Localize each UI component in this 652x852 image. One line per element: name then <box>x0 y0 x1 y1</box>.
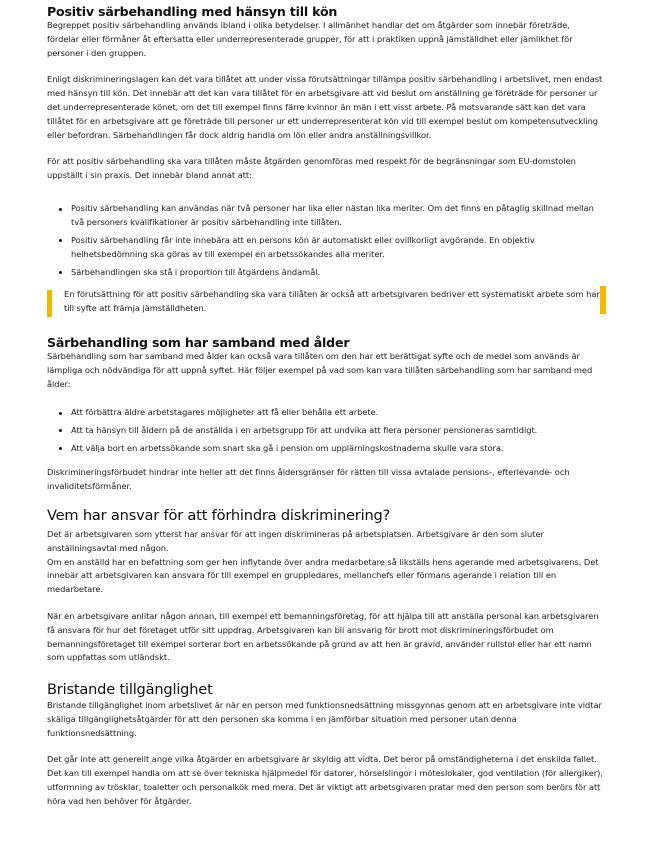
paragraph: Bristande tillgänglighet inom arbetslivet är när en person med funktionsnedsättning missgynnas genom att en arbetsgivare inte vidtar skäliga tillgänglighetsåtgärder för att den personen ska komma i en jämförbar situation med personer utan denna funktionsnedsättning. <box>47 700 602 738</box>
section-heading: Vem har ansvar för att förhindra diskriminering? <box>47 507 391 524</box>
paragraph: Särbehandling som har samband med ålder kan också vara tillåten om den har ett berättigat syfte och de medel som används är lämpliga och nödvändiga för att uppnå syftet. Här följer exempel på vad som kan vara tillåten särbehandling som har samband med ålder: <box>47 351 593 389</box>
paragraph: Begreppet positiv särbehandling används ibland i olika betydelser. I allmänhet handlar det om åtgärder som innebär företräde, fördelar eller förmåner åt eftersatta eller underrepresenterade grupper, för att i praktiken uppnå jämställdhet eller jämlikhet för personer i den gruppen. <box>47 20 573 58</box>
callout-box <box>47 288 622 316</box>
paragraph: För att positiv särbehandling ska vara tillåten måste åtgärden genomföras med respekt för de begränsningar som EU-domstolen uppställt i sin praxis. Det innebär bland annat att: <box>47 156 576 181</box>
paragraph: Diskrimineringsförbudet hindrar inte heller att det finns åldersgränser för rätten till vissa avtalade pensions-, efterlevande- och invaliditetsförmåner. <box>47 467 570 491</box>
list-item: Positiv särbehandling kan användas när två personer har lika eller nästan lika meriter. Om det finns en påtaglig skillnad mellan två personers kvalifikationer är positiv särbehandling inte tillåten. <box>47 202 595 230</box>
bullet-list <box>47 406 595 460</box>
paragraph: Det är arbetsgivaren som ytterst har ansvar för att ingen diskrimineras på arbetsplatsen. Arbetsgivare är den som sluter anställningsavtal med någon. <box>47 529 544 553</box>
callout-accent-bar <box>600 286 606 314</box>
paragraph: När en arbetsgivare anlitar någon annan, till exempel ett bemanningsföretag, för att hjälpa till att anställa personal kan arbetsgivaren få ansvara för hur det företaget utför sitt uppdrag. Arbetsgivaren kan bli ansvarig för brott mot diskrimineringsförbudet om bemanningsföretaget till exempel sorterar bort en arbetssökande på grund av att hen är gravid, använder rullstol eller har ett namn som uppfattas som utländskt. <box>47 610 599 663</box>
callout-text: En förutsättning för att positiv särbehandling ska vara tillåten är också att arbetsgivaren bedriver ett systematiskt arbete som har till syfte att främja jämställdheten. <box>64 289 600 313</box>
bullet-list <box>47 202 595 284</box>
section-heading: Särbehandling som har samband med ålder <box>47 335 350 350</box>
section-heading: Bristande tillgänglighet <box>47 681 213 698</box>
section-heading: Positiv särbehandling med hänsyn till kön <box>47 4 338 19</box>
paragraph: Det går inte att generellt ange vilka åtgärder en arbetsgivare är skyldig att vidta. Det beror på omständigheterna i det enskilda fallet. Det kan till exempel handla om att se över tekniska hjälpmedel för datorer, hörselslingor i möteslokaler, god ventilation (för allergiker), utformning av trösklar, toaletter och personalkök med mera. Det är viktigt att arbetsgivaren pratar med den person som berörs för att höra vad hen behöver för åtgärder. <box>47 754 603 806</box>
list-item: Att förbättra äldre arbetstagares möjligheter att få eller behålla ett arbete. <box>47 406 595 420</box>
list-item: Särbehandlingen ska stå i proportion till åtgärdens ändamål. <box>47 266 595 280</box>
paragraph: Om en anställd har en befattning som ger hen inflytande över andra medarbetare så likställs hens agerande med arbetsgivarens. Det innebär att arbetsgivaren kan ansvara för till exempel en gruppledares, mellanchefs eller förmans agerande i relation till en medarbetare. <box>47 556 599 595</box>
callout-accent-bar <box>47 290 52 317</box>
list-item: Att välja bort en arbetssökande som snart ska gå i pension om upplärningskostnaderna skulle vara stora. <box>47 442 595 456</box>
paragraph: Enligt diskrimineringslagen kan det vara tillåtet att under vissa förutsättningar tillämpa positiv särbehandling i arbetslivet, men endast med hänsyn till kön. Det innebär att det kan vara tillåtet för en arbetsgivare att vid beslut om anställning ge företräde för personer ur det underrepresenterade könet, om det till exempel finns färre kvinnor än män i ett visst arbete. På motsvarande sätt kan det vara tillåtet för en arbetsgivare att ge företräde till personer ur ett underrepresenterat kön vid till exempel beslut om kompetensutveckling eller befordran. Särbehandlingen får dock aldrig handla om lön eller andra anställningsvillkor. <box>47 74 603 140</box>
list-item: Att ta hänsyn till åldern på de anställda i en arbetsgrupp för att undvika att flera personer pensioneras samtidigt. <box>47 424 595 438</box>
list-item: Positiv särbehandling får inte innebära att en persons kön är automatiskt eller ovillkorligt avgörande. En objektiv helhetsbedömning ska göras av till exempel en arbetssökandes alla meriter. <box>47 234 595 262</box>
